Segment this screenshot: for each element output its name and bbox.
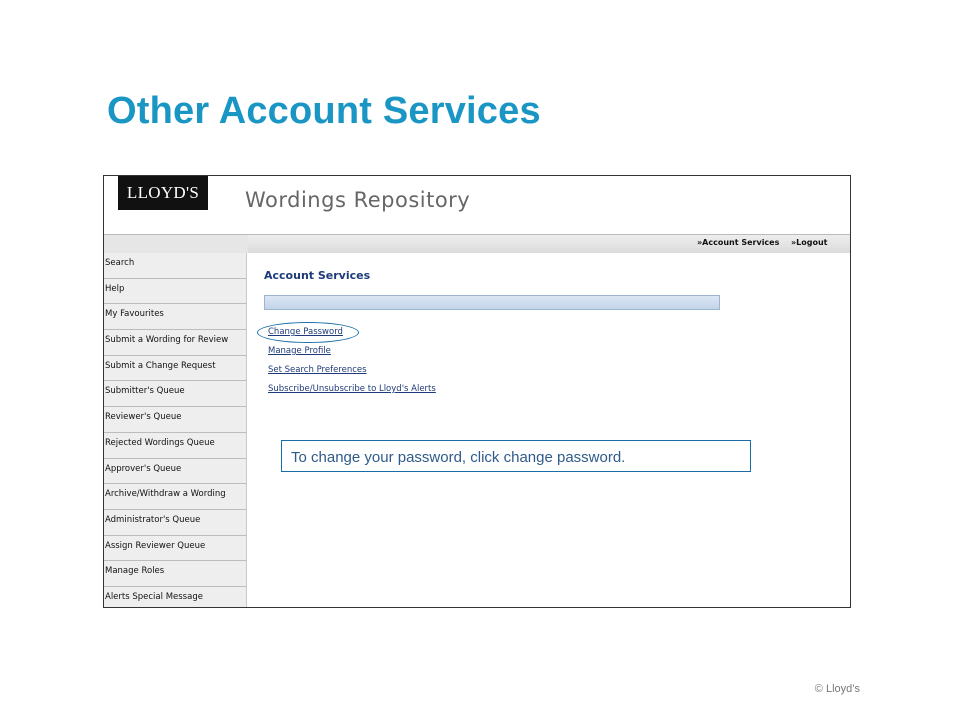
copyright-footer: © Lloyd’s (814, 683, 860, 695)
sidebar-item-search[interactable]: Search (104, 253, 246, 279)
logout-link[interactable]: »Logout (791, 238, 828, 247)
top-nav-bar (104, 234, 850, 254)
slide-title: Other Account Services (107, 90, 541, 132)
subscribe-alerts-link[interactable]: Subscribe/Unsubscribe to Lloyd's Alerts (268, 384, 436, 394)
manage-profile-link[interactable]: Manage Profile (268, 346, 331, 356)
section-bar (264, 295, 720, 310)
sidebar-item-archive-withdraw[interactable]: Archive/Withdraw a Wording (104, 484, 246, 510)
sidebar-item-submit-change-request[interactable]: Submit a Change Request (104, 356, 246, 382)
change-password-link[interactable]: Change Password (268, 327, 343, 337)
sidebar-item-administrators-queue[interactable]: Administrator's Queue (104, 510, 246, 536)
page-heading: Account Services (264, 269, 371, 282)
app-title: Wordings Repository (245, 188, 471, 212)
main-content (247, 253, 850, 607)
account-services-link[interactable]: »Account Services (697, 238, 780, 247)
sidebar-item-submit-wording[interactable]: Submit a Wording for Review (104, 330, 246, 356)
sidebar-item-manage-roles[interactable]: Manage Roles (104, 561, 246, 587)
sidebar-item-rejected-wordings-queue[interactable]: Rejected Wordings Queue (104, 433, 246, 459)
app-header (104, 176, 850, 234)
sidebar-item-reviewers-queue[interactable]: Reviewer's Queue (104, 407, 246, 433)
sidebar-menu (104, 253, 247, 607)
sidebar-item-approvers-queue[interactable]: Approver's Queue (104, 459, 246, 485)
sidebar-item-submitters-queue[interactable]: Submitter's Queue (104, 381, 246, 407)
lloyds-logo: LLOYD'S (118, 176, 208, 210)
sidebar-item-assign-reviewer-queue[interactable]: Assign Reviewer Queue (104, 536, 246, 562)
set-search-preferences-link[interactable]: Set Search Preferences (268, 365, 367, 375)
sidebar-item-help[interactable]: Help (104, 279, 246, 305)
instruction-callout: To change your password, click change password. (281, 440, 751, 472)
nav-bar-shade (104, 235, 248, 253)
sidebar-item-my-favourites[interactable]: My Favourites (104, 304, 246, 330)
app-screenshot (103, 175, 851, 608)
sidebar-item-alerts-special-message[interactable]: Alerts Special Message (104, 587, 246, 608)
